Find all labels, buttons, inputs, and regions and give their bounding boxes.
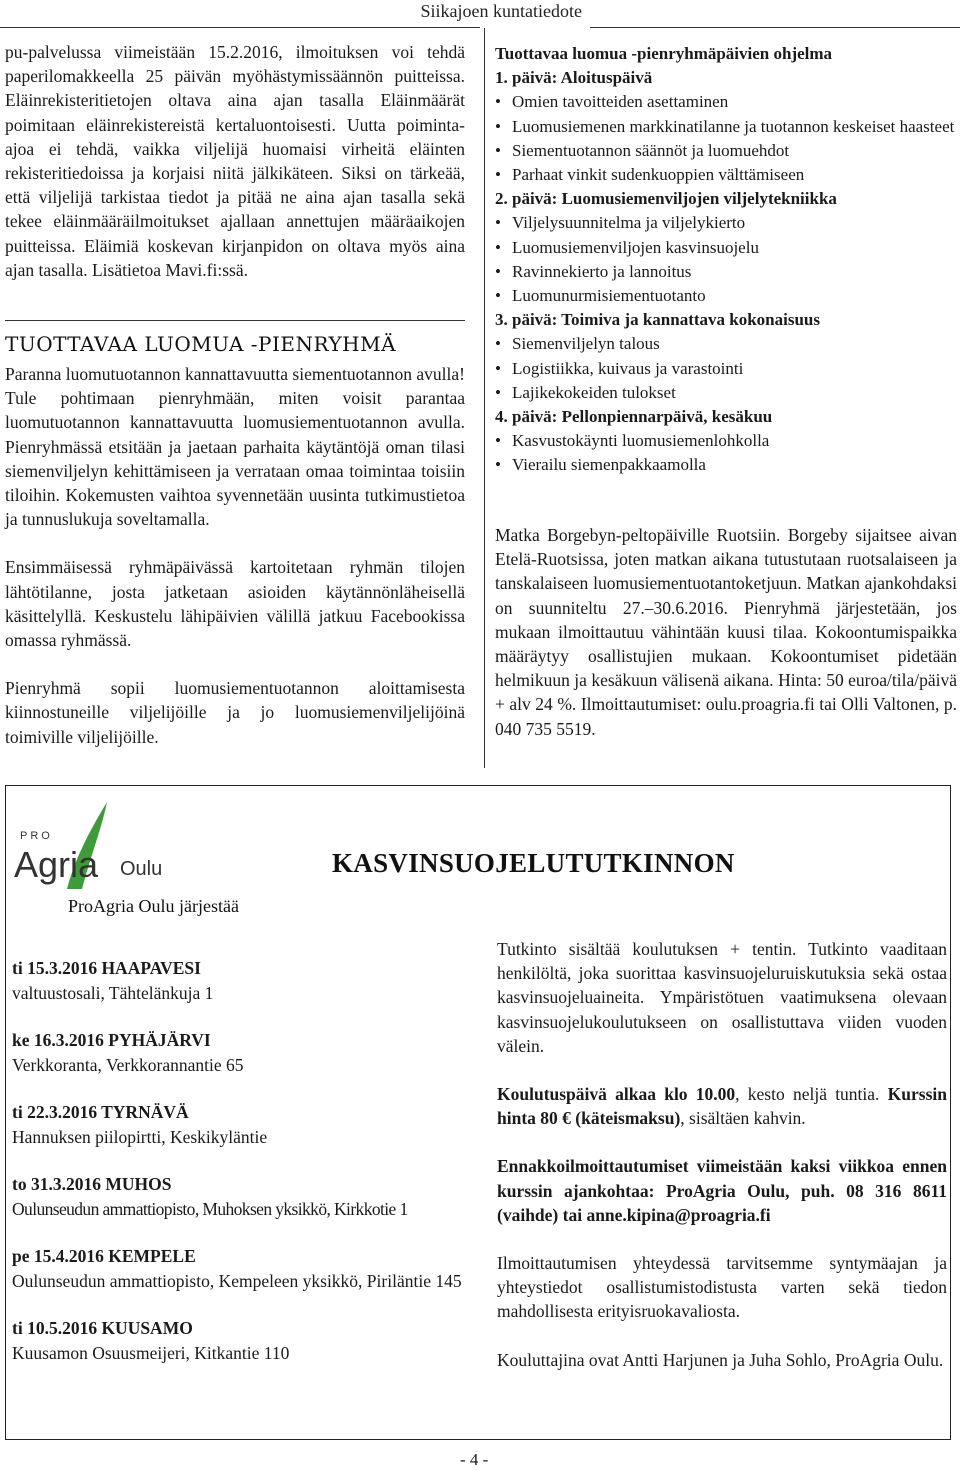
course-info <box>497 937 947 1396</box>
program-item <box>495 357 957 381</box>
header-rule-left <box>0 27 480 28</box>
program-item-text: Luomusiemenviljojen kasvinsuojelu <box>512 237 759 257</box>
logo-agria-text: Agria <box>14 844 99 885</box>
bullet-icon: • <box>495 213 501 233</box>
registration-deadline: Ennakkoilmoittautumiset viimeistään kaksi viikkoa ennen kurssin ajankohtaa: ProAgria Oulu, puh. 08 316 8611 (vaihde) tai anne.kipina@proagria.fi <box>497 1156 947 1225</box>
program-column <box>495 42 957 478</box>
running-header <box>0 0 960 30</box>
program-item <box>495 332 957 356</box>
course-date: ti 15.3.2016 HAAPAVESI <box>12 958 201 978</box>
program-item-text: Luomunurmisiementuotanto <box>512 286 706 306</box>
program-item <box>495 163 957 187</box>
program-item <box>495 211 957 235</box>
program-item <box>495 260 957 284</box>
program-days <box>495 66 957 477</box>
leaf-icon <box>12 797 262 897</box>
course-date-item <box>12 1244 472 1293</box>
trainers: Kouluttajina ovat Antti Harjunen ja Juha Sohlo, ProAgria Oulu. <box>497 1349 944 1370</box>
course-date-item <box>12 956 472 1005</box>
program-item-text: Logistiikka, kuivaus ja varastointi <box>512 358 744 378</box>
newsletter-title: Siikajoen kuntatiedote <box>420 1 582 21</box>
program-item <box>495 139 957 163</box>
bullet-icon: • <box>495 286 501 306</box>
course-date: ti 22.3.2016 TYRNÄVÄ <box>12 1102 189 1122</box>
course-date-item <box>12 1316 472 1365</box>
program-item-text: Siemenviljelyn talous <box>512 334 660 354</box>
section-paragraph: Pienryhmä sopii luomusiementuotannon aloittamisesta kiinnostuneille viljelijöille ja jo luomusiemenviljelijöinä toimiville viljelijöille. <box>5 678 465 747</box>
program-item <box>495 381 957 405</box>
program-day-title: 2. päivä: Luomusiemenviljojen viljelytekniikka <box>495 189 837 209</box>
bullet-icon: • <box>495 165 501 185</box>
section-divider <box>5 320 465 321</box>
program-item-text: Lajikekokeiden tulokset <box>512 382 676 402</box>
registration-details: Ilmoittautumisen yhteydessä tarvitsemme syntymäajan ja yhteystiedot osallistumistodistusta varten sekä tiedon mahdollisesta erityisruokavaliosta. <box>497 1253 947 1322</box>
left-column-section <box>5 362 465 749</box>
organizer-text: ProAgria Oulu järjestää <box>68 896 239 916</box>
program-day-items <box>495 211 957 308</box>
bullet-icon: • <box>495 431 501 451</box>
program-item-text: Siementuotannon säännöt ja luomuehdot <box>512 140 790 160</box>
course-date: ti 10.5.2016 KUUSAMO <box>12 1318 193 1338</box>
trip-info <box>495 523 957 741</box>
course-location: Oulunseudun ammattiopisto, Muhoksen yksikkö, Kirkkotie 1 <box>12 1198 408 1219</box>
program-day-items <box>495 332 957 405</box>
program-item-text: Ravinnekierto ja lannoitus <box>512 261 692 281</box>
animal-registry-paragraph: pu-palvelussa viimeistään 15.2.2016, ilmoituksen voi tehdä paperilomakkeella 25 päivän myöhästymissäännön puitteissa. Eläinrekisteritietojen oltava aina ajan tasalla Eläinmäärät poimitaan eläinrekistereistä kertaluontoisesti. Uutta poiminta-ajoa ei tehdä, vaikka viljelijä huomaisi virheitä eläinten rekisteritiedoissa ja korjaisi niitä jälkikäteen. Siksi on tärkeää, että viljelijä tarkistaa tiedot ja pitää ne aina ajan tasalla sekä tekee eläinmääräilmoitukset ajallaan annettujen määräaikojen puitteissa. Eläimiä koskevan kirjanpidon on oltava myös aina ajan tasalla. Lisätietoa Mavi.fi:ssä. <box>5 42 465 280</box>
program-item <box>495 429 957 453</box>
course-location: Oulunseudun ammattiopisto, Kempeleen yksikkö, Piriläntie 145 <box>12 1270 462 1291</box>
left-column-top <box>5 40 465 282</box>
course-location: Kuusamon Osuusmeijeri, Kitkantie 110 <box>12 1342 290 1363</box>
program-day-items <box>495 429 957 477</box>
course-date: ke 16.3.2016 PYHÄJÄRVI <box>12 1030 211 1050</box>
program-day-items <box>495 90 957 187</box>
program-item-text: Viljelysuunnitelma ja viljelykierto <box>512 213 746 233</box>
bullet-icon: • <box>495 116 501 136</box>
trip-paragraph: Matka Borgebyn-peltopäiville Ruotsiin. Borgeby sijaitsee aivan Etelä-Ruotsissa, joten matkan aikana tutustutaan ruotsalaiseen ja tanskalaiseen luomusiementuotantoketjuun. Matkan ajankohdaksi on suunniteltu 27.–30.6.2016. Pienryhmä järjestetään, jos mukaan ilmoittautuu vähintään kuusi tilaa. Kokoontumispaikka määräytyy osallistujien mukaan. Kokoontumiset pidetään helmikuun ja kesäkuun välisenä aikana. Hinta: 50 euroa/tila/päivä + alv 24 %. Ilmoittautumiset: oulu.proagria.fi tai Olli Valtonen, p. 040 735 5519. <box>495 525 957 739</box>
course-date-item <box>12 1100 472 1149</box>
bullet-icon: • <box>495 261 501 281</box>
logo-oulu-text: Oulu <box>120 858 163 880</box>
program-day-title: 4. päivä: Pellonpiennarpäivä, kesäkuu <box>495 407 773 427</box>
course-time-price: Koulutuspäivä alkaa klo 10.00, kesto neljä tuntia. Kurssin hinta 80 € (käteismaksu), sisältäen kahvin. <box>497 1084 947 1129</box>
program-item <box>495 284 957 308</box>
section-paragraph: Paranna luomutuotannon kannattavuutta siementuotannon avulla! Tule pohtimaan pienryhmään, miten voisit parantaa luomutuotannon kannattavuutta luomusiementuotannon avulla. Pienryhmässä etsitään ja jaetaan parhaita käytäntöjä oman tilasi siemenviljelyn kehittämiseen ja verrataan omaa toimintaa toisiin tiloihin. Kokemusten vaihtoa syvennetään uusinta tutkimustietoa ja tunnuslukuja soveltamalla. <box>5 364 465 530</box>
course-dates-list <box>12 956 472 1388</box>
course-info-paragraph: Tutkinto sisältää koulutuksen + tentin. Tutkinto vaaditaan henkilöltä, joka suorittaa kasvinsuojeluruiskutuksia sekä ostaa kasvinsuojeluaineita. Ympäristötuen vaatimuksena olevaan kasvinsuojelukoulutukseen on osallistuttava viiden vuoden välein. <box>497 939 947 1056</box>
bullet-icon: • <box>495 92 501 112</box>
course-location: Verkkoranta, Verkkorannantie 65 <box>12 1054 244 1075</box>
bullet-icon: • <box>495 358 501 378</box>
bullet-icon: • <box>495 455 501 475</box>
bullet-icon: • <box>495 237 501 257</box>
program-item <box>495 90 957 114</box>
program-item-text: Omien tavoitteiden asettaminen <box>512 92 729 112</box>
bullet-icon: • <box>495 334 501 354</box>
header-rule-right <box>590 27 960 28</box>
course-date-item <box>12 1172 472 1221</box>
program-item-text: Luomusiemenen markkinatilanne ja tuotannon keskeiset haasteet <box>512 116 955 136</box>
program-day-title: 1. päivä: Aloituspäivä <box>495 68 653 88</box>
course-date-item <box>12 1028 472 1077</box>
program-item <box>495 115 957 139</box>
logo-pro-text: PRO <box>20 830 53 842</box>
column-divider <box>484 28 485 768</box>
bullet-icon: • <box>495 382 501 402</box>
course-date: pe 15.4.2016 KEMPELE <box>12 1246 196 1266</box>
course-date: to 31.3.2016 MUHOS <box>12 1174 172 1194</box>
bullet-icon: • <box>495 140 501 160</box>
program-item-text: Vierailu siemenpakkaamolla <box>512 455 706 475</box>
section-heading: TUOTTAVAA LUOMUA -PIENRYHMÄ <box>5 332 397 356</box>
section-paragraph: Ensimmäisessä ryhmäpäivässä kartoitetaan ryhmän tilojen lähtötilanne, josta jatketaan asioiden käytännönläheisellä käsittelyllä. Keskustelu lähipäivien välillä jatkuu Facebookissa omassa ryhmässä. <box>5 557 465 651</box>
program-title: Tuottavaa luomua -pienryhmäpäivien ohjelma <box>495 44 833 63</box>
program-item-text: Kasvustokäynti luomusiemenlohkolla <box>512 431 770 451</box>
course-location: Hannuksen piilopirtti, Keskikyläntie <box>12 1126 268 1147</box>
program-item-text: Parhaat vinkit sudenkuoppien välttämiseen <box>512 165 805 185</box>
course-location: valtuustosali, Tähtelänkuja 1 <box>12 982 214 1003</box>
program-day-title: 3. päivä: Toimiva ja kannattava kokonaisuus <box>495 310 820 330</box>
proagria-oulu-logo <box>12 797 262 897</box>
program-item <box>495 453 957 477</box>
program-item <box>495 236 957 260</box>
page-number: - 4 - <box>460 1450 489 1469</box>
course-title: KASVINSUOJELUTUTKINNON <box>332 848 735 878</box>
